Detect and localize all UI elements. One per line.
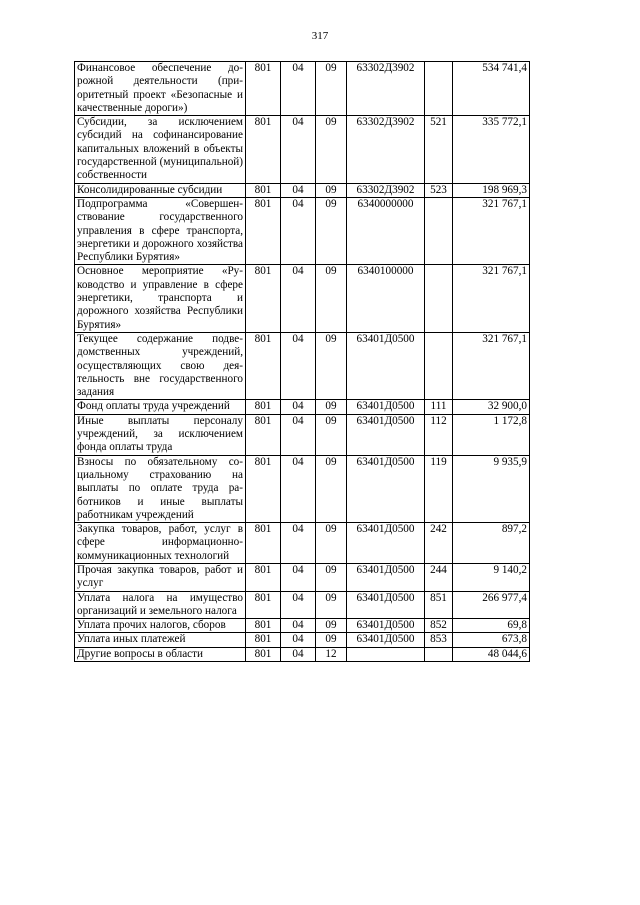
amount-cell: 335 772,1 [453, 116, 530, 183]
section-code-cell: 04 [281, 563, 316, 591]
amount-cell: 266 977,4 [453, 591, 530, 619]
expense-type-cell [425, 647, 453, 661]
target-article-cell: 63401Д0500 [347, 619, 425, 633]
expense-type-cell: 523 [425, 183, 453, 197]
table-row [75, 116, 530, 183]
ministry-code-cell: 801 [246, 523, 281, 564]
subsection-code-cell: 09 [316, 414, 347, 455]
subsection-code-cell: 09 [316, 563, 347, 591]
item-name-cell: Фонд оплаты труда учреждений [75, 400, 246, 414]
item-name-cell: Взносы по обязательному социальному страхованию на выплаты по оплате труда работников и иные выплаты работникам учреждений [75, 455, 246, 522]
target-article-cell: 63401Д0500 [347, 455, 425, 522]
target-article-cell: 63401Д0500 [347, 523, 425, 564]
section-code-cell: 04 [281, 265, 316, 332]
page-number: 317 [311, 30, 329, 42]
subsection-code-cell: 09 [316, 591, 347, 619]
section-code-cell: 04 [281, 647, 316, 661]
target-article-cell: 63302Д3902 [347, 116, 425, 183]
target-article-cell: 63401Д0500 [347, 633, 425, 647]
amount-cell: 321 767,1 [453, 332, 530, 399]
expense-type-cell [425, 197, 453, 264]
table-row [75, 633, 530, 647]
target-article-cell: 63401Д0500 [347, 414, 425, 455]
section-code-cell: 04 [281, 619, 316, 633]
expense-type-cell: 112 [425, 414, 453, 455]
ministry-code-cell: 801 [246, 647, 281, 661]
table-row [75, 62, 530, 116]
subsection-code-cell: 09 [316, 265, 347, 332]
table-row [75, 619, 530, 633]
ministry-code-cell: 801 [246, 633, 281, 647]
subsection-code-cell: 09 [316, 116, 347, 183]
expense-type-cell: 852 [425, 619, 453, 633]
ministry-code-cell: 801 [246, 265, 281, 332]
item-name-cell: Прочая закупка товаров, работ и услуг [75, 563, 246, 591]
target-article-cell [347, 647, 425, 661]
item-name-cell: Уплата прочих налогов, сборов [75, 619, 246, 633]
section-code-cell: 04 [281, 116, 316, 183]
amount-cell: 897,2 [453, 523, 530, 564]
budget-table [74, 61, 530, 662]
subsection-code-cell: 12 [316, 647, 347, 661]
item-name-cell: Финансовое обеспечение дорожной деятельности (приоритетный проект «Безопасные и качественные дороги») [75, 62, 246, 116]
item-name-cell: Иные выплаты персоналу учреждений, за исключением фонда оплаты труда [75, 414, 246, 455]
table-row [75, 183, 530, 197]
item-name-cell: Другие вопросы в области [75, 647, 246, 661]
expense-type-cell: 119 [425, 455, 453, 522]
ministry-code-cell: 801 [246, 197, 281, 264]
table-row [75, 591, 530, 619]
subsection-code-cell: 09 [316, 400, 347, 414]
amount-cell: 9 140,2 [453, 563, 530, 591]
subsection-code-cell: 09 [316, 455, 347, 522]
table-row [75, 265, 530, 332]
ministry-code-cell: 801 [246, 591, 281, 619]
target-article-cell: 63401Д0500 [347, 563, 425, 591]
target-article-cell: 6340100000 [347, 265, 425, 332]
subsection-code-cell: 09 [316, 332, 347, 399]
ministry-code-cell: 801 [246, 62, 281, 116]
ministry-code-cell: 801 [246, 116, 281, 183]
expense-type-cell: 853 [425, 633, 453, 647]
target-article-cell: 63302Д3902 [347, 183, 425, 197]
amount-cell: 48 044,6 [453, 647, 530, 661]
section-code-cell: 04 [281, 332, 316, 399]
item-name-cell: Субсидии, за исключением субсидий на софинансирование капитальных вложений в объекты государственной (муниципальной) собственности [75, 116, 246, 183]
amount-cell: 534 741,4 [453, 62, 530, 116]
table-row [75, 523, 530, 564]
table-row [75, 647, 530, 661]
amount-cell: 198 969,3 [453, 183, 530, 197]
amount-cell: 321 767,1 [453, 265, 530, 332]
item-name-cell: Основное мероприятие «Руководство и управление в сфере энергетики, транспорта и дорожного хозяйства Республики Бурятия» [75, 265, 246, 332]
section-code-cell: 04 [281, 62, 316, 116]
section-code-cell: 04 [281, 591, 316, 619]
ministry-code-cell: 801 [246, 332, 281, 399]
table-row [75, 563, 530, 591]
amount-cell: 32 900,0 [453, 400, 530, 414]
subsection-code-cell: 09 [316, 619, 347, 633]
amount-cell: 673,8 [453, 633, 530, 647]
amount-cell: 1 172,8 [453, 414, 530, 455]
expense-type-cell [425, 265, 453, 332]
item-name-cell: Уплата иных платежей [75, 633, 246, 647]
section-code-cell: 04 [281, 400, 316, 414]
ministry-code-cell: 801 [246, 400, 281, 414]
amount-cell: 69,8 [453, 619, 530, 633]
subsection-code-cell: 09 [316, 633, 347, 647]
section-code-cell: 04 [281, 523, 316, 564]
section-code-cell: 04 [281, 197, 316, 264]
table-row [75, 414, 530, 455]
subsection-code-cell: 09 [316, 183, 347, 197]
subsection-code-cell: 09 [316, 197, 347, 264]
budget-table-body [75, 62, 530, 662]
ministry-code-cell: 801 [246, 563, 281, 591]
expense-type-cell [425, 332, 453, 399]
expense-type-cell: 111 [425, 400, 453, 414]
section-code-cell: 04 [281, 455, 316, 522]
subsection-code-cell: 09 [316, 523, 347, 564]
expense-type-cell: 242 [425, 523, 453, 564]
expense-type-cell: 521 [425, 116, 453, 183]
target-article-cell: 6340000000 [347, 197, 425, 264]
table-row [75, 332, 530, 399]
subsection-code-cell: 09 [316, 62, 347, 116]
table-row [75, 400, 530, 414]
section-code-cell: 04 [281, 183, 316, 197]
item-name-cell: Закупка товаров, работ, услуг в сфере информационно-коммуникационных технологий [75, 523, 246, 564]
expense-type-cell [425, 62, 453, 116]
item-name-cell: Текущее содержание подведомственных учреждений, осуществляющих свою деятельность вне государственного задания [75, 332, 246, 399]
item-name-cell: Подпрограмма «Совершенствование государственного управления в сфере транспорта, энергетики и дорожного хозяйства Республики Бурятия» [75, 197, 246, 264]
ministry-code-cell: 801 [246, 183, 281, 197]
target-article-cell: 63302Д3902 [347, 62, 425, 116]
ministry-code-cell: 801 [246, 619, 281, 633]
table-row [75, 455, 530, 522]
section-code-cell: 04 [281, 414, 316, 455]
section-code-cell: 04 [281, 633, 316, 647]
amount-cell: 9 935,9 [453, 455, 530, 522]
target-article-cell: 63401Д0500 [347, 591, 425, 619]
amount-cell: 321 767,1 [453, 197, 530, 264]
expense-type-cell: 244 [425, 563, 453, 591]
expense-type-cell: 851 [425, 591, 453, 619]
item-name-cell: Уплата налога на имущество организаций и земельного налога [75, 591, 246, 619]
table-row [75, 197, 530, 264]
ministry-code-cell: 801 [246, 455, 281, 522]
target-article-cell: 63401Д0500 [347, 332, 425, 399]
item-name-cell: Консолидированные субсидии [75, 183, 246, 197]
ministry-code-cell: 801 [246, 414, 281, 455]
target-article-cell: 63401Д0500 [347, 400, 425, 414]
